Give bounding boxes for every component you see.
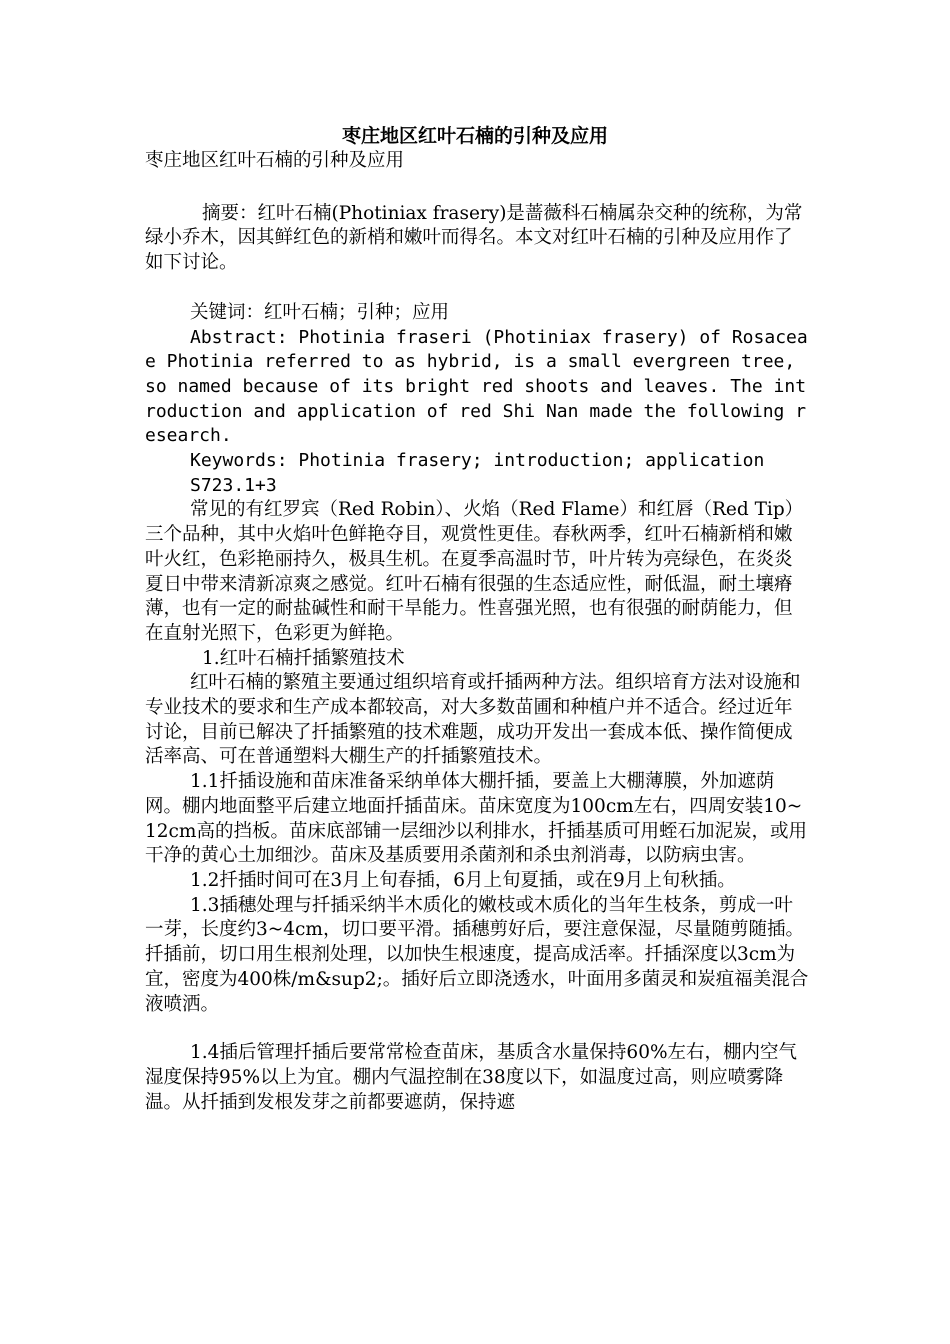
keywords-en: Keywords: Photinia frasery; introduction; application [190,450,765,472]
subsection-1-1: 1.1扦插设施和苗床准备采纳单体大棚扦插，要盖上大棚薄膜，外加遮荫网。棚内地面整平后建立地面扦插苗床。苗床宽度为100cm左右，四周安装10~12cm高的挡板。苗床底部铺一层细沙以利排水，扦插基质可用蛭石加泥炭，或用干净的黄心土加细沙。苗床及基质要用杀菌剂和杀虫剂消毒，以防病虫害。 [145,771,807,867]
section-intro-paragraph: 红叶石楠的繁殖主要通过组织培育或扦插两种方法。组织培育方法对设施和专业技术的要求和生产成本都较高，对大多数苗圃和种植户并不适合。经过近年讨论，目前已解决了扦插繁殖的技术难题，成功开发出一套成本低、操作简便成活率高、可在普通塑料大棚生产的扦插繁殖技术。 [145,672,801,768]
document-subtitle: 枣庄地区红叶石楠的引种及应用 [145,150,405,171]
document-body [145,149,810,1115]
document-title: 枣庄地区红叶石楠的引种及应用 [341,125,608,147]
blank-line [145,1017,810,1041]
subsection-1-2: 1.2扦插时间可在3月上旬春插，6月上旬夏插，或在9月上旬秋插。 [190,869,736,891]
blank-line [145,276,810,301]
abstract-cn: 摘要：红叶石楠(Photiniax frasery)是蔷薇科石楠属杂交种的统称，为常绿小乔木，因其鲜红色的新梢和嫩叶而得名。本文对红叶石楠的引种及应用作了如下讨论。 [145,202,803,274]
keywords-cn: 关键词：红叶石楠；引种；应用 [190,301,450,323]
blank-line [145,174,810,202]
subsection-1-4: 1.4插后管理扦插后要常常检查苗床，基质含水量保持60%左右，棚内空气湿度保持95%以上为宜。棚内气温控制在38度以下，如温度过高，则应喷雾降温。从扦插到发根发芽之前都要遮荫，保持遮 [145,1042,798,1113]
section-heading: 1.红叶石楠扦插繁殖技术 [202,647,405,669]
intro-paragraph: 常见的有红罗宾（Red Robin）、火焰（Red Flame）和红唇（Red Tip）三个品种，其中火焰叶色鲜艳夺目，观赏性更佳。春秋两季，红叶石楠新梢和嫩叶火红，色彩艳丽持久，极具生机。在夏季高温时节，叶片转为亮绿色，在炎炎夏日中带来清新凉爽之感觉。红叶石楠有很强的生态适应性，耐低温，耐土壤瘠薄，也有一定的耐盐碱性和耐干旱能力。性喜强光照，也有很强的耐荫能力，但在直射光照下，色彩更为鲜艳。 [145,499,804,644]
abstract-en: Abstract: Photinia fraseri (Photiniax frasery) of Rosaceae Photinia referred to as hybrid, is a small evergreen tree, so named because of its bright red shoots and leaves. The introduction and application of red Shi Nan made the following research. [145,326,808,447]
subsection-1-3: 1.3插穗处理与扦插采纳半木质化的嫩枝或木质化的当年生枝条，剪成一叶一芽，长度约3~4cm，切口要平滑。插穗剪好后，要注意保湿，尽量随剪随插。扦插前，切口用生根剂处理，以加快生根速度，提高成活率。扦插深度以3cm为宜，密度为400株/m&sup2;。插好后立即浇透水，叶面用多菌灵和炭疽福美混合液喷洒。 [145,894,809,1015]
classification-code: S723.1+3 [190,474,277,496]
